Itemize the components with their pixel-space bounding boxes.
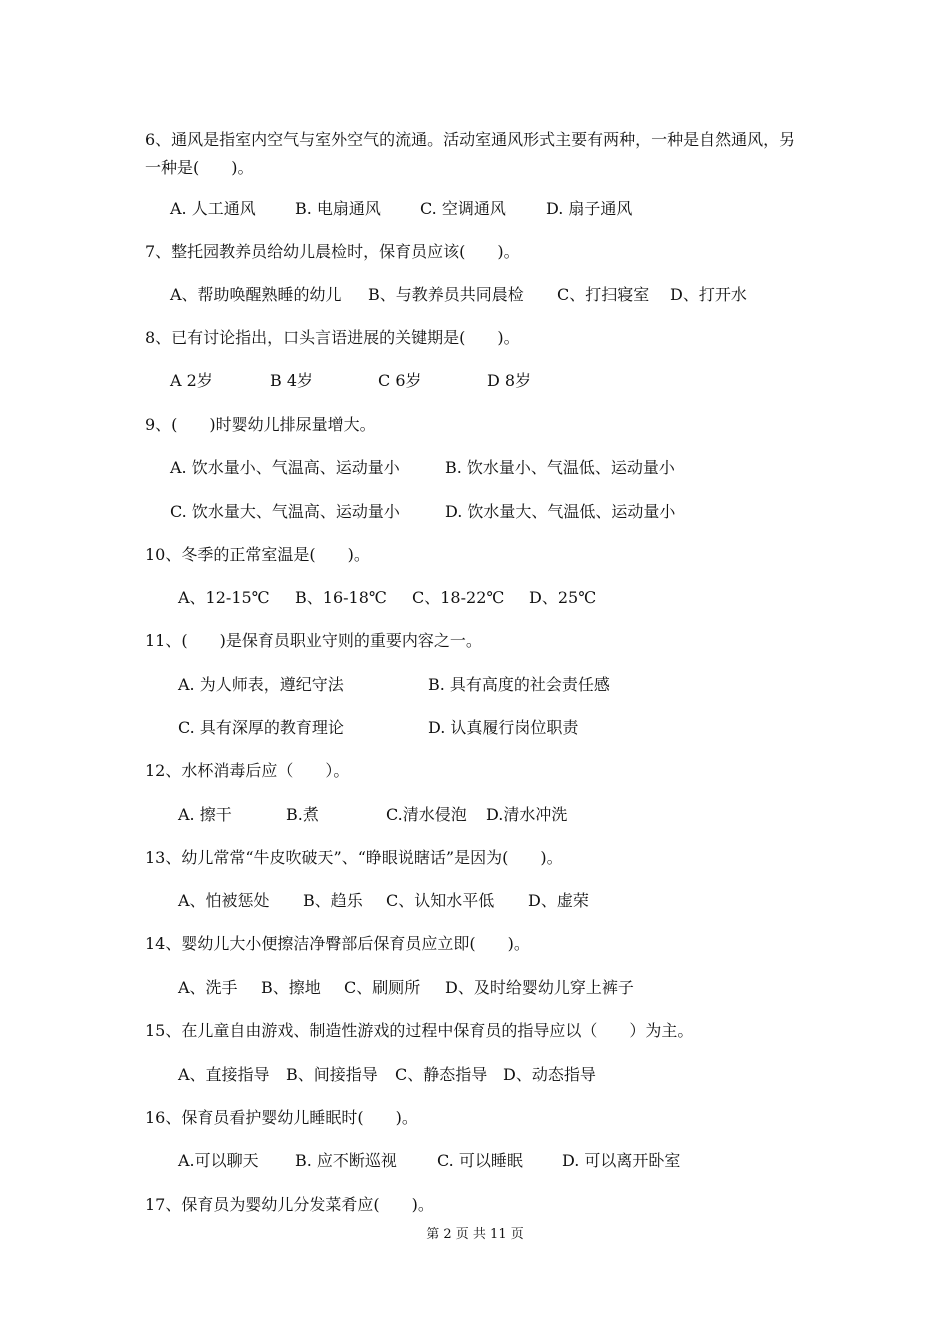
option-13b: B、趋乐 (303, 891, 363, 910)
option-10b: B、16-18℃ (295, 588, 387, 607)
option-14b: B、擦地 (261, 978, 321, 997)
question-6: 6、通风是指室内空气与室外空气的流通。活动室通风形式主要有两种，一种是自然通风，另一种是( )。 (145, 130, 796, 177)
option-6d: D. 扇子通风 (546, 199, 633, 218)
question-12: 12、水杯消毒后应（ ）。 (145, 761, 350, 780)
option-8b: B 4岁 (270, 371, 314, 390)
option-14c: C、刷厕所 (344, 978, 421, 997)
option-13c: C、认知水平低 (386, 891, 495, 910)
question-11: 11、( )是保育员职业守则的重要内容之一。 (145, 631, 482, 650)
option-8a: A 2岁 (170, 371, 213, 390)
question-15: 15、在儿童自由游戏、制造性游戏的过程中保育员的指导应以（ ）为主。 (145, 1021, 694, 1040)
option-13d: D、虚荣 (528, 891, 589, 910)
option-14a: A、洗手 (178, 978, 238, 997)
option-11a: A. 为人师表，遵纪守法 (178, 675, 344, 694)
option-10d: D、25℃ (529, 588, 597, 607)
option-15b: B、间接指导 (286, 1065, 378, 1084)
option-8d: D 8岁 (487, 371, 532, 390)
option-9b: B. 饮水量小、气温低、运动量小 (445, 458, 675, 477)
option-9a: A. 饮水量小、气温高、运动量小 (170, 458, 400, 477)
question-7: 7、整托园教养员给幼儿晨检时，保育员应该( )。 (145, 242, 520, 261)
option-14d: D、及时给婴幼儿穿上裤子 (445, 978, 634, 997)
question-14: 14、婴幼儿大小便擦洁净臀部后保育员应立即( )。 (145, 934, 530, 953)
option-12b: B.煮 (286, 805, 319, 824)
question-17: 17、保育员为婴幼儿分发菜肴应( )。 (145, 1195, 434, 1214)
option-16d: D. 可以离开卧室 (562, 1151, 681, 1170)
option-7a: A、帮助唤醒熟睡的幼儿 (170, 285, 342, 304)
option-7d: D、打开水 (670, 285, 747, 304)
option-6c: C. 空调通风 (420, 199, 506, 218)
option-13a: A、怕被惩处 (178, 891, 270, 910)
option-16a: A.可以聊天 (178, 1151, 259, 1170)
option-6b: B. 电扇通风 (295, 199, 381, 218)
option-15d: D、动态指导 (503, 1065, 596, 1084)
option-12d: D.清水冲洗 (486, 805, 568, 824)
option-16c: C. 可以睡眠 (437, 1151, 523, 1170)
question-13: 13、幼儿常常“牛皮吹破天”、“睁眼说瞎话”是因为( )。 (145, 848, 563, 867)
option-15c: C、静态指导 (395, 1065, 488, 1084)
question-9: 9、( )时婴幼儿排尿量增大。 (145, 415, 376, 434)
option-16b: B. 应不断巡视 (295, 1151, 397, 1170)
question-8: 8、已有讨论指出，口头言语进展的关键期是( )。 (145, 328, 520, 347)
option-9d: D. 饮水量大、气温低、运动量小 (445, 502, 676, 521)
option-11c: C. 具有深厚的教育理论 (178, 718, 344, 737)
option-12a: A. 擦干 (178, 805, 232, 824)
question-16: 16、保育员看护婴幼儿睡眠时( )。 (145, 1108, 418, 1127)
option-10a: A、12-15℃ (178, 588, 270, 607)
option-7c: C、打扫寝室 (557, 285, 650, 304)
option-11d: D. 认真履行岗位职责 (428, 718, 579, 737)
option-8c: C 6岁 (378, 371, 422, 390)
option-6a: A. 人工通风 (170, 199, 256, 218)
option-15a: A、直接指导 (178, 1065, 270, 1084)
option-9c: C. 饮水量大、气温高、运动量小 (170, 502, 400, 521)
option-7b: B、与教养员共同晨检 (368, 285, 524, 304)
option-11b: B. 具有高度的社会责任感 (428, 675, 610, 694)
page-footer: 第 2 页 共 11 页 (426, 1227, 524, 1242)
option-12c: C.清水侵泡 (386, 805, 467, 824)
question-10: 10、冬季的正常室温是( )。 (145, 545, 370, 564)
option-10c: C、18-22℃ (412, 588, 505, 607)
